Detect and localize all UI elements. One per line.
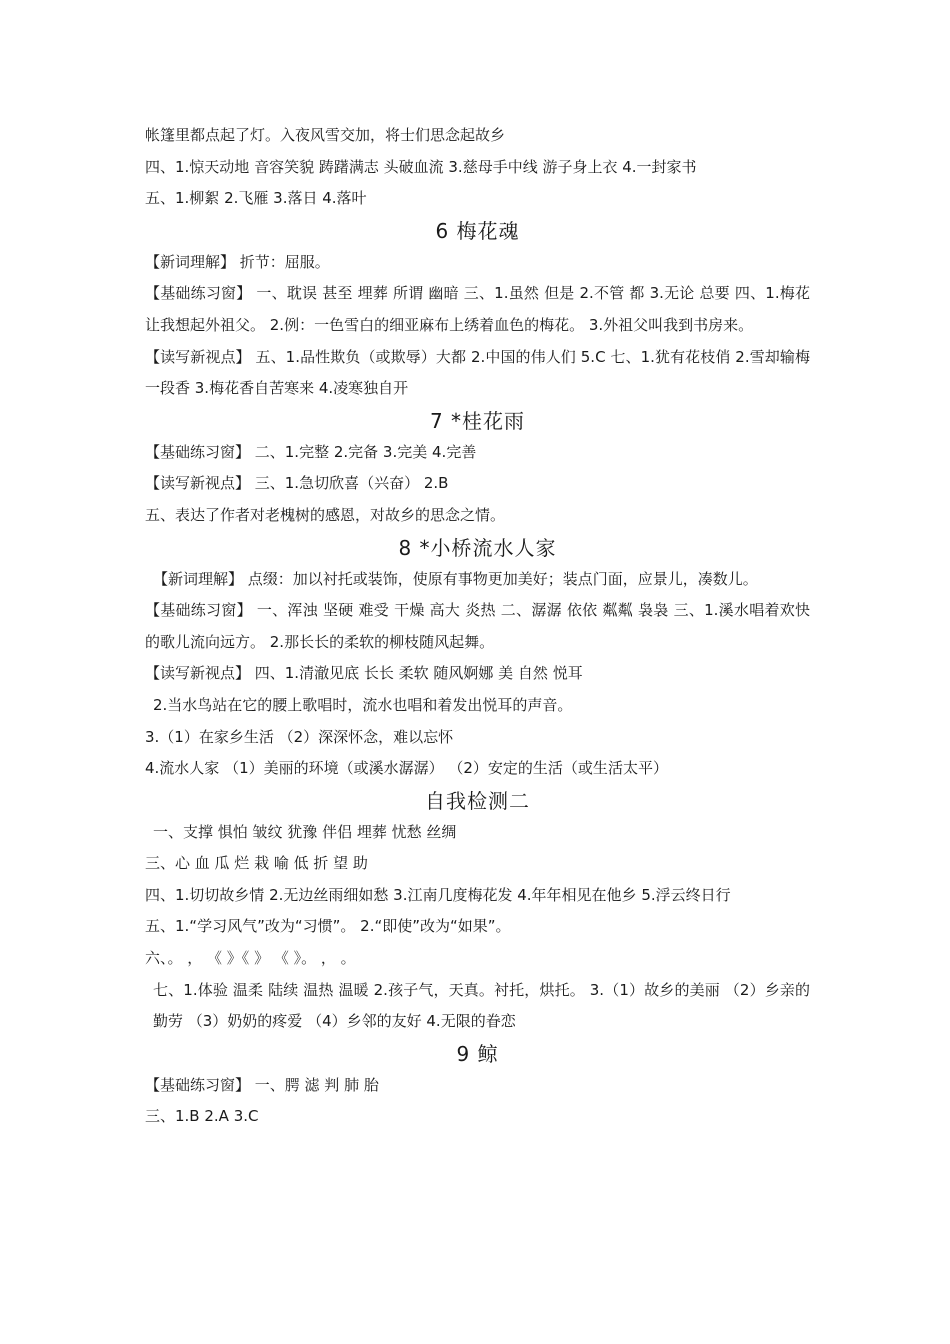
text-line: 【基础练习窗】 一、腭 滤 判 肺 胎 xyxy=(145,1075,379,1094)
answer-key-content xyxy=(145,120,810,1133)
text-line: 四、1.惊天动地 音容笑貌 踌躇满志 头破血流 3.慈母手中线 游子身上衣 4.一封家书 xyxy=(145,157,697,176)
text-paragraph: 【新词理解】 点缀：加以衬托或装饰，使原有事物更加美好；装点门面，应景儿，凑数儿。 xyxy=(153,569,758,588)
text-line: 4.流水人家 （1）美丽的环境（或溪水潺潺） （2）安定的生活（或生活太平） xyxy=(145,759,668,778)
text-line: 六、。 ， 《 》《 》 《 》。 ， 。 xyxy=(145,949,356,968)
text-line: 【新词理解】 折节：屈服。 xyxy=(145,252,330,271)
section-title-8: 8 *小桥流水人家 xyxy=(398,535,557,560)
text-line: 四、1.切切故乡情 2.无边丝雨细如愁 3.江南几度梅花发 4.年年相见在他乡 5.浮云终日行 xyxy=(145,885,731,904)
text-line: 2.当水鸟站在它的腰上歌唱时，流水也唱和着发出悦耳的声音。 xyxy=(153,695,573,714)
text-line: 五、1.柳絮 2.飞雁 3.落日 4.落叶 xyxy=(145,189,367,208)
text-paragraph: 【读写新视点】 五、1.品性欺负（或欺辱）大都 2.中国的伟人们 5.C 七、1.犹有花枝俏 2.雪却输梅一段香 3.梅花香自苦寒来 4.凌寒独自开 xyxy=(145,347,810,398)
section-title-9: 9 鲸 xyxy=(456,1041,499,1066)
text-line: 3.（1）在家乡生活 （2）深深怀念，难以忘怀 xyxy=(145,727,454,746)
text-line: 五、表达了作者对老槐树的感恩，对故乡的思念之情。 xyxy=(145,505,506,524)
section-title-self-test: 自我检测二 xyxy=(425,788,530,813)
text-line: 三、1.B 2.A 3.C xyxy=(145,1107,259,1126)
section-title-7: 7 *桂花雨 xyxy=(429,408,526,433)
text-paragraph: 七、1.体验 温柔 陆续 温热 温暖 2.孩子气，天真。衬托，烘托。 3.（1）故乡的美丽 （2）乡亲的勤劳 （3）奶奶的疼爱 （4）乡邻的友好 4.无限的眷恋 xyxy=(153,980,810,1031)
text-line: 帐篷里都点起了灯。入夜风雪交加，将士们思念起故乡 xyxy=(145,126,506,144)
section-title-6: 6 梅花魂 xyxy=(435,218,520,243)
text-paragraph: 【基础练习窗】 一、浑浊 坚硬 难受 干燥 高大 炎热 二、潺潺 依依 粼粼 袅袅 三、1.溪水唱着欢快的歌儿流向远方。 2.那长长的柔软的柳枝随风起舞。 xyxy=(145,601,810,651)
text-line: 【基础练习窗】 二、1.完整 2.完备 3.完美 4.完善 xyxy=(145,442,477,461)
text-line: 三、心 血 瓜 烂 栽 喻 低 折 望 助 xyxy=(145,854,368,873)
text-line: 一、支撑 惧怕 皱纹 犹豫 伴侣 埋葬 忧愁 丝绸 xyxy=(153,822,457,841)
text-line: 【读写新视点】 三、1.急切欣喜（兴奋） 2.B xyxy=(145,474,449,493)
text-line: 五、1.“学习风气”改为“习惯”。 2.“即使”改为“如果”。 xyxy=(145,917,511,936)
text-paragraph: 【基础练习窗】 一、耽误 甚至 埋葬 所谓 幽暗 三、1.虽然 但是 2.不管 都 3.无论 总要 四、1.梅花让我想起外祖父。 2.例：一色雪白的细亚麻布上绣着血色的梅花。 3.外祖父叫我到书房来。 xyxy=(145,284,810,334)
text-line: 【读写新视点】 四、1.清澈见底 长长 柔软 随风婀娜 美 自然 悦耳 xyxy=(145,664,583,683)
